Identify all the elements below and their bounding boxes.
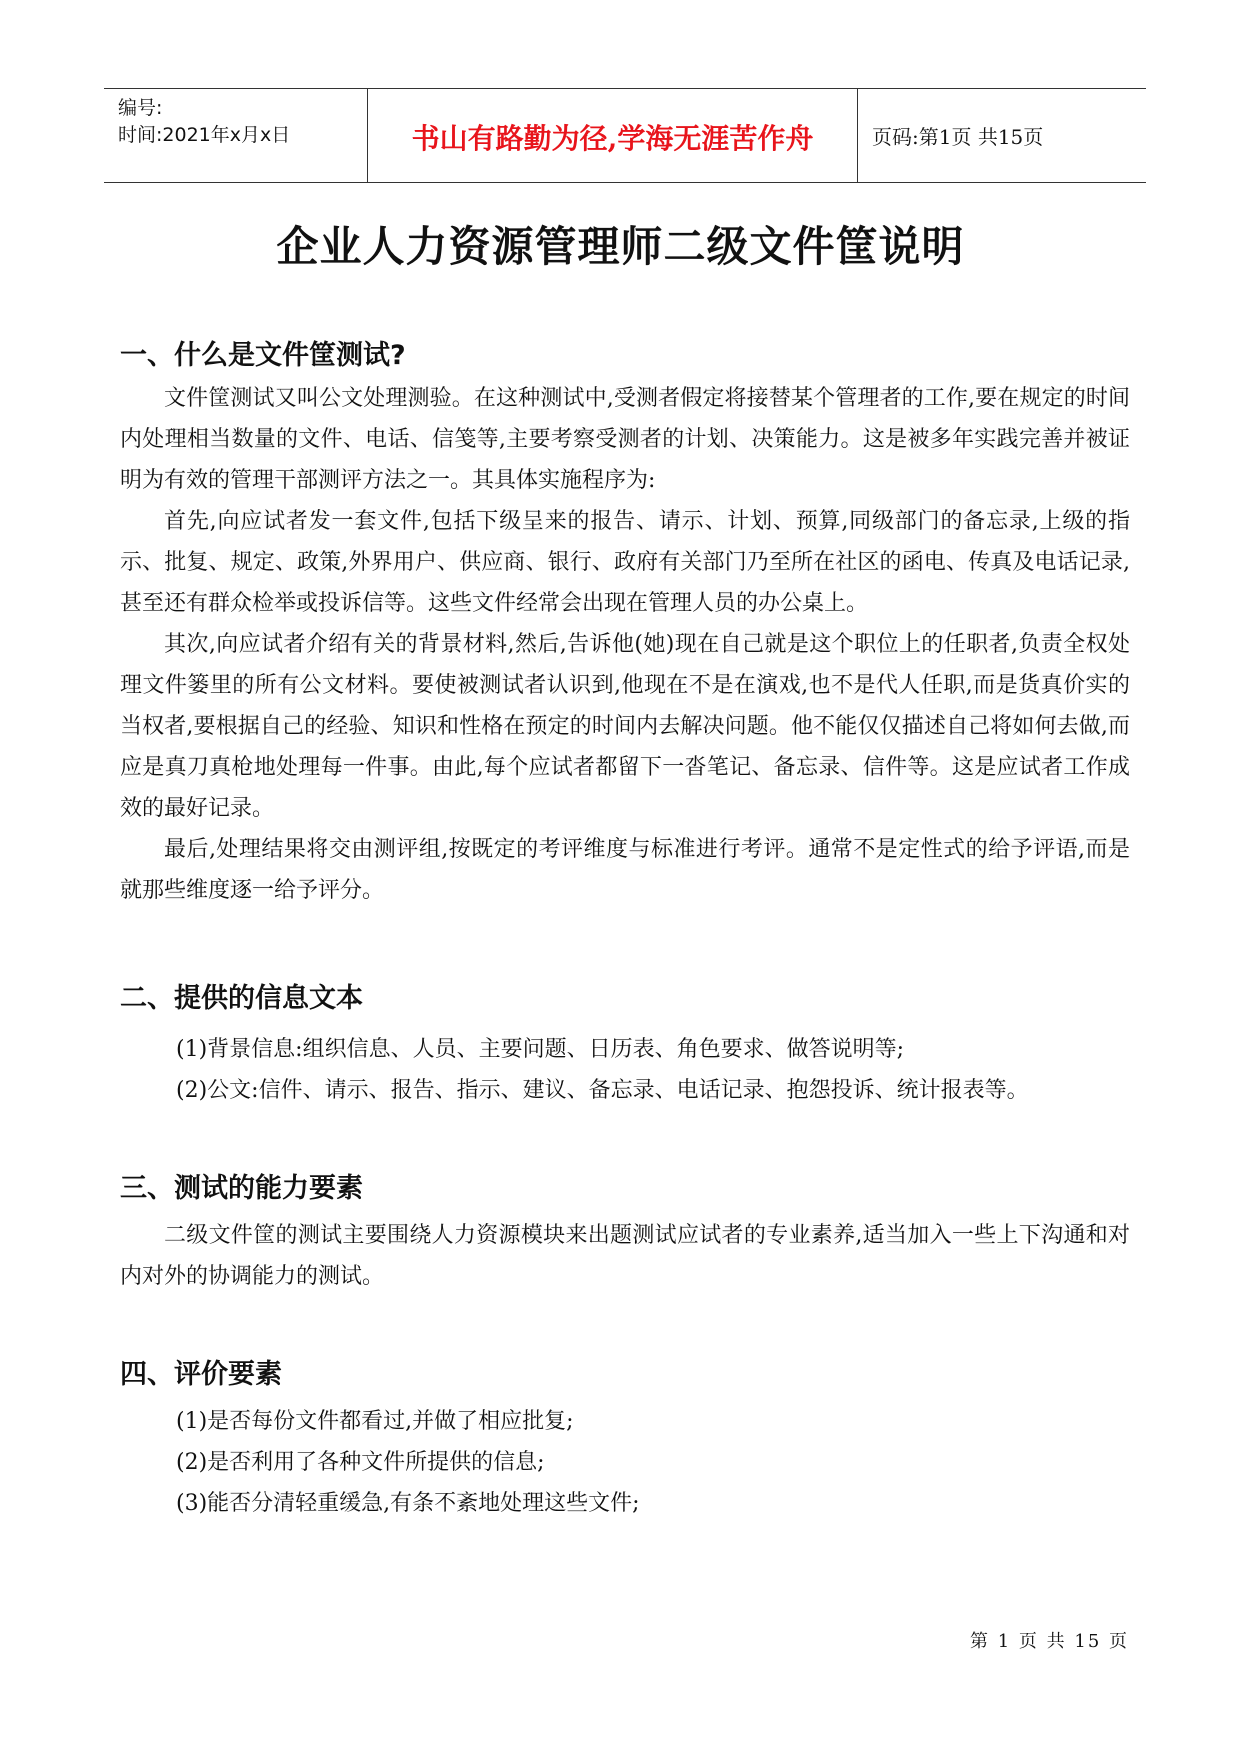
list-item: (2)是否利用了各种文件所提供的信息; bbox=[176, 1450, 545, 1475]
paragraph: 二级文件筐的测试主要围绕人力资源模块来出题测试应试者的专业素养,适当加入一些上下沟通和对内对外的协调能力的测试。 bbox=[120, 1223, 1130, 1289]
spacer bbox=[120, 1111, 1130, 1167]
header-page-info: 页码:第1页 共15页 bbox=[872, 125, 1044, 149]
section-heading: 二、提供的信息文本 bbox=[120, 983, 363, 1014]
section-ability-elements bbox=[120, 1167, 1130, 1297]
section-evaluation-elements bbox=[120, 1353, 1130, 1524]
document-title: 企业人力资源管理师二级文件筐说明 bbox=[276, 222, 965, 271]
paragraph: 文件筐测试又叫公文处理测验。在这种测试中,受测者假定将接替某个管理者的工作,要在规定的时间内处理相当数量的文件、电话、信笺等,主要考察受测者的计划、决策能力。这是被多年实践完善并被证明为有效的管理干部测评方法之一。其具体实施程序为: bbox=[120, 386, 1130, 493]
document-number-label: 编号: bbox=[118, 97, 163, 119]
page-footer-number: 第 1 页 共 15 页 bbox=[970, 1631, 1129, 1652]
spacer bbox=[120, 1297, 1130, 1353]
header-motto: 书山有路勤为径,学海无涯苦作舟 bbox=[368, 89, 858, 182]
list-item: (2)公文:信件、请示、报告、指示、建议、备忘录、电话记录、抱怨投诉、统计报表等。 bbox=[176, 1078, 1029, 1103]
list-item: (1)是否每份文件都看过,并做了相应批复; bbox=[176, 1409, 574, 1434]
section-information-texts bbox=[120, 977, 1130, 1111]
paragraph: 其次,向应试者介绍有关的背景材料,然后,告诉他(她)现在自己就是这个职位上的任职者,负责全权处理文件篓里的所有公文材料。要使被测试者认识到,他现在不是在演戏,也不是代人任职,而是货真价实的当权者,要根据自己的经验、知识和性格在预定的时间内去解决问题。他不能仅仅描述自己将如何去做,而应是真刀真枪地处理每一件事。由此,每个应试者都留下一沓笔记、备忘录、信件等。这是应试者工作成效的最好记录。 bbox=[120, 632, 1130, 821]
header-table bbox=[104, 88, 1146, 183]
spacer bbox=[120, 1021, 1130, 1029]
list-item: (3)能否分清轻重缓急,有条不紊地处理这些文件; bbox=[176, 1491, 640, 1516]
list-item: (1)背景信息:组织信息、人员、主要问题、日历表、角色要求、做答说明等; bbox=[176, 1037, 904, 1062]
section-heading: 三、测试的能力要素 bbox=[120, 1173, 363, 1204]
section-what-is-inbasket bbox=[120, 334, 1130, 911]
paragraph: 最后,处理结果将交由测评组,按既定的考评维度与标准进行考评。通常不是定性式的给予评语,而是就那些维度逐一给予评分。 bbox=[120, 837, 1130, 903]
header-meta-cell bbox=[104, 89, 368, 182]
spacer bbox=[120, 921, 1130, 977]
document-body bbox=[120, 334, 1130, 1524]
paragraph: 首先,向应试者发一套文件,包括下级呈来的报告、请示、计划、预算,同级部门的备忘录,上级的指示、批复、规定、政策,外界用户、供应商、银行、政府有关部门乃至所在社区的函电、传真及电话记录,甚至还有群众检举或投诉信等。这些文件经常会出现在管理人员的办公桌上。 bbox=[120, 509, 1130, 616]
section-heading: 一、什么是文件筐测试? bbox=[120, 340, 406, 371]
section-heading: 四、评价要素 bbox=[120, 1359, 282, 1390]
document-time-label: 时间:2021年x月x日 bbox=[118, 124, 291, 146]
